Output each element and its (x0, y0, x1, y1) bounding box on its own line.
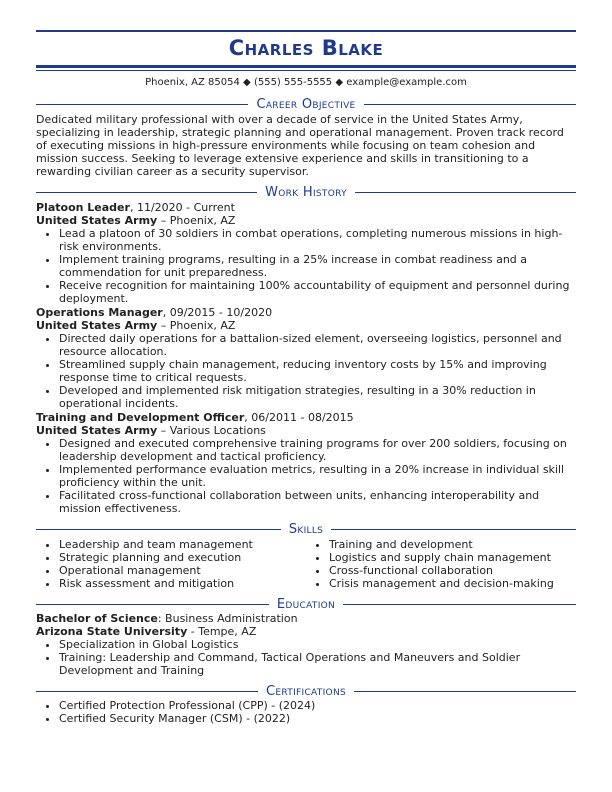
list-item: • Implement training programs, resulting in a 25% increase in combat readiness and a commendation for unit preparedness. (59, 253, 576, 279)
skill-item: • Cross-functional collaboration (329, 564, 576, 577)
list-item: • Directed daily operations for a battalion-sized element, overseeing logistics, personnel and resource allocation. (59, 332, 576, 358)
section-header-skills (36, 521, 576, 537)
section-header-certifications (36, 683, 576, 699)
job-location: – Phoenix, AZ (157, 319, 236, 332)
list-item: • Streamlined supply chain management, reducing inventory costs by 15% and improving response time to critical requests. (59, 358, 576, 384)
job-entry (36, 201, 576, 305)
education-entry (36, 612, 576, 677)
diamond-icon: ◆ (243, 77, 251, 88)
candidate-name: Charles Blake (228, 36, 384, 60)
list-item: • Specialization in Global Logistics (59, 638, 576, 651)
contact-phone: (555) 555-5555 (253, 77, 333, 88)
degree-field: : Business Administration (157, 612, 298, 625)
resume-page (36, 30, 576, 725)
job-entry (36, 306, 576, 410)
employer: United States Army (36, 214, 158, 227)
job-bullets (36, 227, 576, 305)
skill-item: • Leadership and team management (59, 538, 306, 551)
skill-item: • Crisis management and decision-making (329, 577, 576, 590)
section-title: Skills (288, 521, 324, 537)
list-item: • Designed and executed comprehensive training programs for over 200 soldiers, focusing on leadership development and tactical proficiency. (59, 437, 576, 463)
section-header-objective (36, 96, 576, 112)
job-location: – Phoenix, AZ (157, 214, 236, 227)
section-header-education (36, 596, 576, 612)
job-dates: , 09/2015 - 10/2020 (162, 306, 273, 319)
list-item: • Lead a platoon of 30 soldiers in combat operations, completing numerous missions in high-risk environments. (59, 227, 576, 253)
job-title: Operations Manager (36, 306, 163, 319)
list-item: • Training: Leadership and Command, Tactical Operations and Maneuvers and Soldier Development and Training (59, 651, 576, 677)
certification-item: • Certified Security Manager (CSM) - (2022) (59, 712, 576, 725)
list-item: • Facilitated cross-functional collaboration between units, enhancing interoperability and mission effectiveness. (59, 489, 576, 515)
skill-item: • Strategic planning and execution (59, 551, 306, 564)
job-entry (36, 411, 576, 515)
list-item: • Receive recognition for maintaining 100% accountability of equipment and personnel during deployment. (59, 279, 576, 305)
job-bullets (36, 437, 576, 515)
section-title: Career Objective (256, 96, 356, 112)
skills-list (36, 538, 576, 590)
degree: Bachelor of Science (36, 612, 158, 625)
objective-text: Dedicated military professional with over a decade of service in the United States Army, specializing in leadership, strategic planning and operational management. Proven track record of executing missions in high-pressure environments while focusing on team cohesion and mission success. Seeking to leverage extensive experience and skills in transitioning to a rewarding civilian career as a security supervisor. (36, 113, 564, 178)
contact-location: Phoenix, AZ 85054 (145, 77, 240, 88)
employer: United States Army (36, 319, 158, 332)
job-bullets (36, 332, 576, 410)
skill-item: • Logistics and supply chain management (329, 551, 576, 564)
school-name: Arizona State University (36, 625, 188, 638)
contact-line (36, 76, 576, 90)
certification-item: • Certified Protection Professional (CPP) - (2024) (59, 699, 576, 712)
section-title: Education (276, 596, 336, 612)
employer: United States Army (36, 424, 158, 437)
diamond-icon: ◆ (335, 77, 344, 88)
contact-email: example@example.com (346, 77, 467, 88)
list-item: • Implemented performance evaluation metrics, resulting in a 20% increase in individual skill proficiency within the unit. (59, 463, 576, 489)
job-title: Platoon Leader (36, 201, 130, 214)
job-location: – Various Locations (157, 424, 266, 437)
list-item: • Developed and implemented risk mitigation strategies, resulting in a 30% reduction in operational incidents. (59, 384, 576, 410)
education-bullets (36, 638, 576, 677)
skills-column-right (306, 538, 576, 590)
section-title: Certifications (266, 683, 346, 699)
job-title: Training and Development Officer (36, 411, 245, 424)
skills-column-left (36, 538, 306, 590)
top-rule (36, 30, 576, 32)
name-divider (36, 65, 576, 71)
certifications-list (36, 699, 576, 725)
skill-item: • Risk assessment and mitigation (59, 577, 306, 590)
job-dates: , 11/2020 - Current (129, 201, 235, 214)
skill-item: • Operational management (59, 564, 306, 577)
section-title: Work History (265, 184, 347, 200)
skill-item: • Training and development (329, 538, 576, 551)
school-location: - Tempe, AZ (187, 625, 257, 638)
job-dates: , 06/2011 - 08/2015 (244, 411, 354, 424)
section-header-work-history (36, 184, 576, 200)
